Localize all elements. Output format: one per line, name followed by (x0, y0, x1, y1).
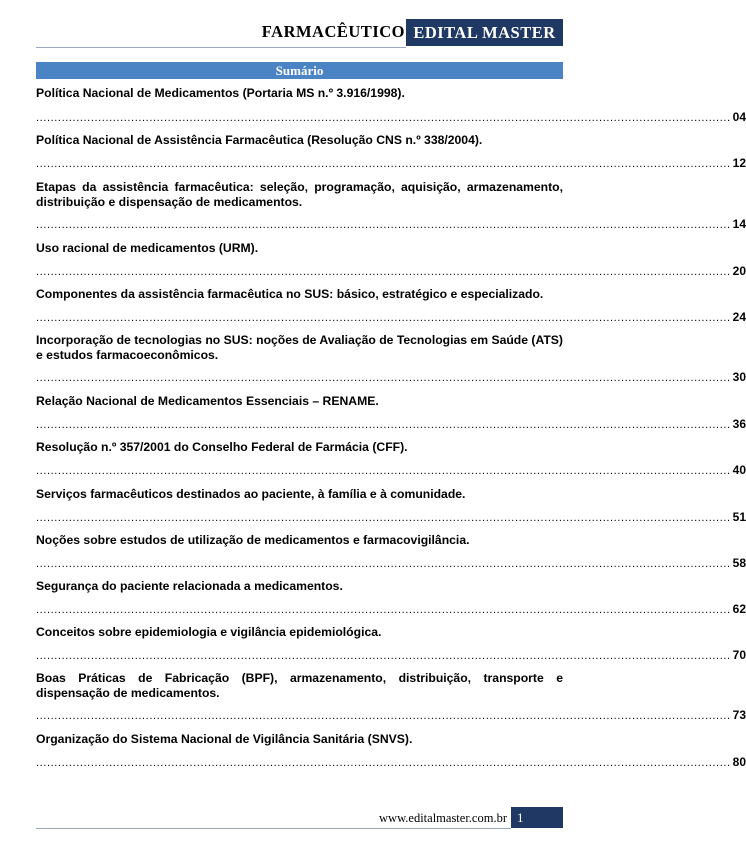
toc-leader-line (36, 217, 746, 231)
toc-entry-title[interactable]: Uso racional de medicamentos (URM). (36, 241, 259, 255)
toc-page-number: 24 (732, 310, 746, 324)
toc-leader-line (36, 648, 746, 662)
toc-entry[interactable] (36, 287, 746, 324)
toc-entry[interactable] (36, 440, 746, 477)
toc-leader-dots: .............................................................................................................................................................................................. (36, 757, 731, 769)
toc-entry-title[interactable]: Noções sobre estudos de utilização de medicamentos e farmacovigilância. (36, 533, 470, 547)
toc-leader-dots: .............................................................................................................................................................................................. (36, 219, 731, 231)
toc-entry[interactable] (36, 241, 746, 278)
toc-leader-line (36, 556, 746, 570)
footer-divider (36, 828, 511, 829)
toc-entry-title[interactable]: Relação Nacional de Medicamentos Essenciais – RENAME. (36, 394, 379, 408)
header-brand-badge: EDITAL MASTER (406, 19, 563, 46)
toc-entry-title[interactable]: Componentes da assistência farmacêutica no SUS: básico, estratégico e especializado. (36, 287, 544, 301)
toc-page-number: 12 (732, 156, 746, 170)
toc-entry-title[interactable]: Incorporação de tecnologias no SUS: noções de Avaliação de Tecnologias em Saúde (ATS) e estudos farmacoeconômicos. (36, 333, 563, 362)
toc-entry[interactable] (36, 487, 746, 524)
toc-page-number: 04 (732, 110, 746, 124)
toc-entry-title[interactable]: Resolução n.º 357/2001 do Conselho Federal de Farmácia (CFF). (36, 440, 408, 454)
toc-page-number: 73 (732, 708, 746, 722)
toc-heading: Sumário (36, 62, 563, 79)
toc-leader-line (36, 264, 746, 278)
toc-entry[interactable] (36, 394, 746, 431)
toc-leader-dots: .............................................................................................................................................................................................. (36, 112, 731, 124)
toc-entry[interactable] (36, 625, 746, 662)
toc-page-number: 30 (732, 370, 746, 384)
toc-page-number: 14 (732, 217, 746, 231)
toc-entry[interactable] (36, 579, 746, 616)
toc-entry[interactable] (36, 133, 746, 170)
toc-leader-line (36, 463, 746, 477)
toc-page-number: 40 (732, 463, 746, 477)
toc-entry[interactable] (36, 333, 746, 384)
toc-leader-dots: .............................................................................................................................................................................................. (36, 419, 731, 431)
footer-website-link[interactable]: www.editalmaster.com.br (379, 811, 507, 825)
toc-entry-title[interactable]: Serviços farmacêuticos destinados ao paciente, à família e à comunidade. (36, 487, 466, 501)
toc-leader-line (36, 156, 746, 170)
toc-page-number: 20 (732, 264, 746, 278)
toc-leader-dots: .............................................................................................................................................................................................. (36, 158, 731, 170)
toc-page-number: 51 (732, 510, 746, 524)
header-divider (36, 47, 406, 48)
toc-page-number: 58 (732, 556, 746, 570)
toc-page-number: 36 (732, 417, 746, 431)
toc-leader-line (36, 602, 746, 616)
toc-entry-title[interactable]: Organização do Sistema Nacional de Vigilância Sanitária (SNVS). (36, 732, 413, 746)
toc-leader-dots: .............................................................................................................................................................................................. (36, 604, 731, 616)
toc-leader-line (36, 755, 746, 769)
toc-entry[interactable] (36, 86, 746, 124)
footer-page-number: 1 (511, 807, 563, 828)
toc-entry-title[interactable]: Conceitos sobre epidemiologia e vigilância epidemiológica. (36, 625, 382, 639)
toc-leader-line (36, 110, 746, 124)
toc-leader-dots: .............................................................................................................................................................................................. (36, 372, 731, 384)
toc-leader-line (36, 708, 746, 722)
toc-leader-line (36, 310, 746, 324)
toc-entry[interactable] (36, 671, 746, 722)
toc-leader-dots: .............................................................................................................................................................................................. (36, 312, 731, 324)
header-course-title: FARMACÊUTICO (261, 22, 405, 41)
toc-entry-title[interactable]: Boas Práticas de Fabricação (BPF), armazenamento, distribuição, transporte e dispensação de medicamentos. (36, 671, 563, 700)
toc-leader-dots: .............................................................................................................................................................................................. (36, 512, 731, 524)
toc-entry-title[interactable]: Política Nacional de Assistência Farmacêutica (Resolução CNS n.º 338/2004). (36, 133, 483, 147)
toc-page-number: 70 (732, 648, 746, 662)
toc-page-number: 80 (732, 755, 746, 769)
toc-leader-line (36, 510, 746, 524)
toc-entry-title[interactable]: Política Nacional de Medicamentos (Portaria MS n.º 3.916/1998). (36, 86, 405, 100)
page-header (0, 19, 600, 47)
toc-entry[interactable] (36, 732, 746, 769)
toc-entry-title[interactable]: Etapas da assistência farmacêutica: seleção, programação, aquisição, armazenamento, distribuição e dispensação de medicamentos. (36, 180, 563, 209)
toc-entry-title[interactable]: Segurança do paciente relacionada a medicamentos. (36, 579, 343, 593)
toc-leader-line (36, 417, 746, 431)
toc-entry[interactable] (36, 533, 746, 570)
toc-page-number: 62 (732, 602, 746, 616)
toc-leader-dots: .............................................................................................................................................................................................. (36, 558, 731, 570)
toc-leader-dots: .............................................................................................................................................................................................. (36, 650, 731, 662)
toc-entry[interactable] (36, 180, 746, 231)
toc-leader-dots: .............................................................................................................................................................................................. (36, 465, 731, 477)
toc-leader-dots: .............................................................................................................................................................................................. (36, 710, 731, 722)
toc-leader-line (36, 370, 746, 384)
toc-leader-dots: .............................................................................................................................................................................................. (36, 266, 731, 278)
